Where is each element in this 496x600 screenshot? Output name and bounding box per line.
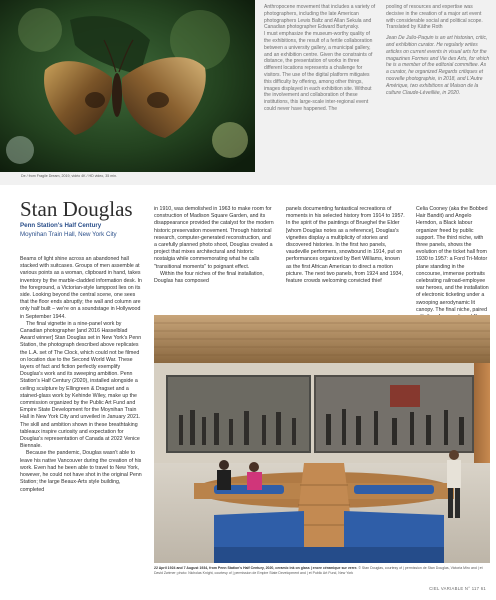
photo-caption: De / from Fragile Dream, 2019, vidéo 4K / HD video, 35 min. — [21, 174, 118, 178]
paragraph: Celia Cooney (aka the Bobbed Hair Bandit) and Angelo Herndon, a Black labour organizer freed by public support. The third niche, with three panels, shows the evolution of the ticket hall from 1930 to 1957: a Ford Tri-Motor plane standing in the concourse, immense portraits celebrating railroad-employee war heroes, and the installation of electronic ticketing under a swooping aerodynamic lit canopy. The final niche, paired — [416, 206, 489, 313]
paragraph: Within the four niches of the final installation, Douglas has composed — [154, 270, 264, 285]
paragraph: Because the pandemic, Douglas wasn't able to leave his native Vancouver during the creation of his work. Even had he been able to travel to New York, however, he could not have shot in the original Penn Station; the large Beaux-Arts style building, completed — [20, 450, 142, 493]
photo-credit-caption — [154, 566, 490, 575]
butterfly-photo — [0, 0, 255, 172]
station-image — [154, 315, 490, 563]
top-column-1-text: Anthropocene movement that includes a variety of photographers, including the late American photographers Lewis Baltz and Allan Sekula and Canadian photographer Edward Burtynsky. I must emphasize the museum-worthy quality of the exhibitions, the result of a fertile collaboration between a university gallery, a municipal gallery, and an exhibition centre. Given the constraints of distance, the presentation of works in three different locations represents a challenge for visitors. The use of the digital platform mitigates this difficulty by offering, among other things, images displayed in each exhibition site. Without the involvement and collaboration of these institutions, this large-scale inter-regional event could never have happened. The — [264, 4, 376, 112]
paragraph: in 1910, was demolished in 1963 to make room for construction of Madison Square Garden, and its disappearance provided the catalyst for the modern historic preservation movement. Through historical research, computer-generated reconstruction, and a carefully planned photo shoot, Douglas created a project that mixes architectural and historic nostalgia while commemorating what he calls "transitional moments" to poignant effect. — [154, 206, 274, 270]
author-bio: Jean De Julio-Paquin is an art historian, critic, and exhibition curator. He regularly writes articles on current events in visual arts for the magazines Formes and Vie des Arts, for which he is a member of the editorial committee. As a curator, he organized Regards critiques et nouvelle photographie, in 2018, and L'Autre Amérique, two exhibitions at Maison de la culture Claude-Léveillée, in 2020. — [386, 35, 490, 96]
page-footer: CIEL VARIABLE N° 117 61 — [429, 586, 486, 591]
paragraph: panels documenting fantastical recreations of moments in his selected history from 1914 to 1957. In the spirit of the paintings of Brueghel the Elder [whom Douglas notes as a reference], Douglas's vignettes display a multiplicity of stories and discovered histories. In the first two panels, vaudeville performers, snowbound in 1914, put on performances organized by Bert Williams, known as the first African American to direct a motion picture. The next two panels, from 1924 and 1934, feature crowds welcoming convicted thief — [286, 206, 405, 285]
station-photo — [154, 315, 490, 563]
butterfly-image — [0, 0, 255, 172]
top-column-2-text: pooling of resources and expertise was decisive in the creation of a major art event with considerable social and political scope. Translated by Käthe Roth — [386, 4, 483, 31]
top-column-1 — [264, 4, 376, 113]
body-column-1 — [20, 256, 142, 494]
article-subtitle: Penn Station's Half Century — [20, 222, 102, 229]
paragraph: The final vignette in a nine-panel work by Canadian photographer [and 2016 Hasselblad Award winner] Stan Douglas set in New York's Penn Station, the photograph described above replicates the L.A. set of The Clock, which could not be filmed on location due to the Second World War. These layers of fact and fiction perfectly exemplify Douglas's work and its sweeping ambition. Penn Station's Half Century (2020), installed alongside a ceiling sculpture by Ellingreen & Dragset and a stained-glass work by Kehinde Wiley, make up the commission organized by the Public Art Fund and Empire State Development for the Moynihan Train Hall in New York City and unveiled in January 2021. The skill and ambition shown in these breathtaking tableaux inspire curiosity and expectation for Douglas's representation of Canada at 2022 Venice Biennale. — [20, 320, 142, 450]
article-title: Stan Douglas — [20, 197, 133, 221]
body-column-3 — [286, 206, 406, 285]
paragraph: Beams of light shine across an abandoned hall stacked with suitcases. Groups of men assemble at various points as a woman, clipboard in hand, takes inventory by the marble-cladded information desk. In the foreground, a Victorian-style lamppost lies on its side. Looking beyond the central scene, one sees that the floor ends abruptly; the wall and column are only half built – we're on a soundstage in Hollywood in September 1944. — [20, 256, 142, 320]
article-location: Moynihan Train Hall, New York City — [20, 231, 117, 238]
top-column-2 — [386, 4, 490, 96]
body-column-2 — [154, 206, 274, 285]
caption-title: 22 April 1924 and 7 August 1934, from Penn Station's Half Century, 2020, ceramic ink on glass | encre céramique sur verre. — [154, 566, 358, 570]
caption-credits: © Stan Douglas, courtesy of | permission de Stan Douglas, Victoria Miro and | et David Zwirner; photo: Nicholas Knight, courtesy of | permission de Empire State Development and | et Public Art Fund, New York — [154, 566, 483, 575]
